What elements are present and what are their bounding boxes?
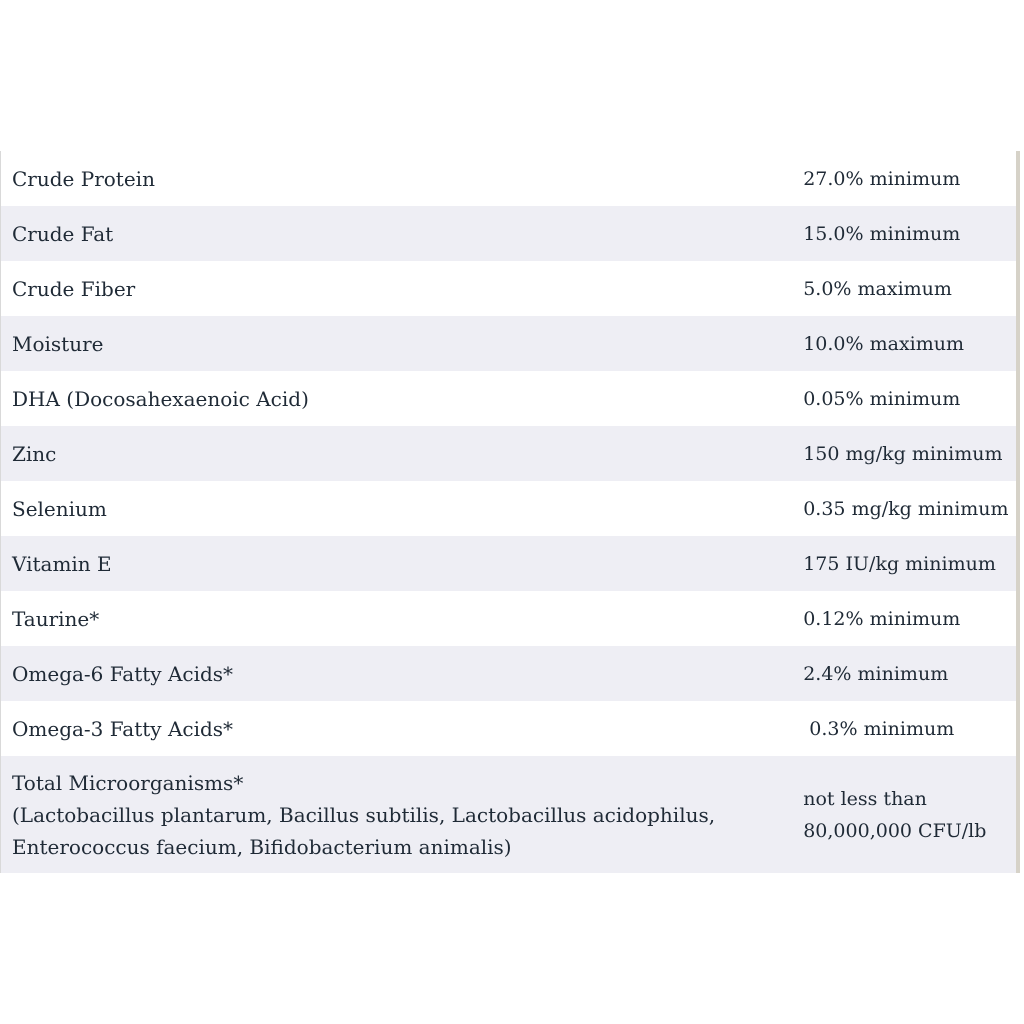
nutrient-name: Crude Fiber	[12, 276, 136, 301]
table-row	[1, 481, 1016, 536]
table-row	[1, 756, 1016, 873]
nutrient-name: Omega-3 Fatty Acids*	[12, 716, 234, 741]
nutrient-name-group	[1, 767, 792, 863]
nutrient-name: Crude Fat	[12, 221, 114, 246]
table-row	[1, 371, 1016, 426]
guaranteed-analysis-table	[0, 151, 1020, 873]
nutrient-name: DHA (Docosahexaenoic Acid)	[12, 386, 309, 411]
nutrient-name: Selenium	[12, 496, 107, 521]
nutrient-name: Moisture	[12, 331, 104, 356]
table-row	[1, 261, 1016, 316]
nutrient-value: 5.0% maximum	[803, 277, 952, 300]
table-row	[1, 646, 1016, 701]
nutrient-value: 27.0% minimum	[803, 167, 961, 190]
nutrient-value: 150 mg/kg minimum	[803, 442, 1003, 465]
nutrient-name: Taurine*	[12, 606, 100, 631]
nutrient-value: 15.0% minimum	[803, 222, 961, 245]
nutrient-value: 10.0% maximum	[803, 332, 965, 355]
nutrient-value: not less than 80,000,000 CFU/lb	[803, 787, 987, 842]
table-row	[1, 701, 1016, 756]
table-row	[1, 591, 1016, 646]
nutrient-name: Omega-6 Fatty Acids*	[12, 661, 234, 686]
nutrient-value: 175 IU/kg minimum	[803, 552, 996, 575]
nutrient-name-detail: (Lactobacillus plantarum, Bacillus subtilis, Lactobacillus acidophilus, Enterococcus faecium, Bifidobacterium animalis)	[12, 802, 716, 859]
nutrient-value: 2.4% minimum	[803, 662, 949, 685]
nutrient-value: 0.12% minimum	[803, 607, 961, 630]
table-row	[1, 426, 1016, 481]
nutrient-value: 0.35 mg/kg minimum	[803, 497, 1009, 520]
table-row	[1, 536, 1016, 591]
nutrient-value: 0.3% minimum	[803, 717, 955, 740]
nutrient-name: Crude Protein	[12, 166, 155, 191]
nutrient-name: Zinc	[12, 441, 57, 466]
table-row	[1, 151, 1016, 206]
table-row	[1, 206, 1016, 261]
nutrient-value: 0.05% minimum	[803, 387, 961, 410]
nutrient-name: Vitamin E	[12, 551, 112, 576]
nutrient-name: Total Microorganisms*	[12, 770, 244, 795]
table-row	[1, 316, 1016, 371]
